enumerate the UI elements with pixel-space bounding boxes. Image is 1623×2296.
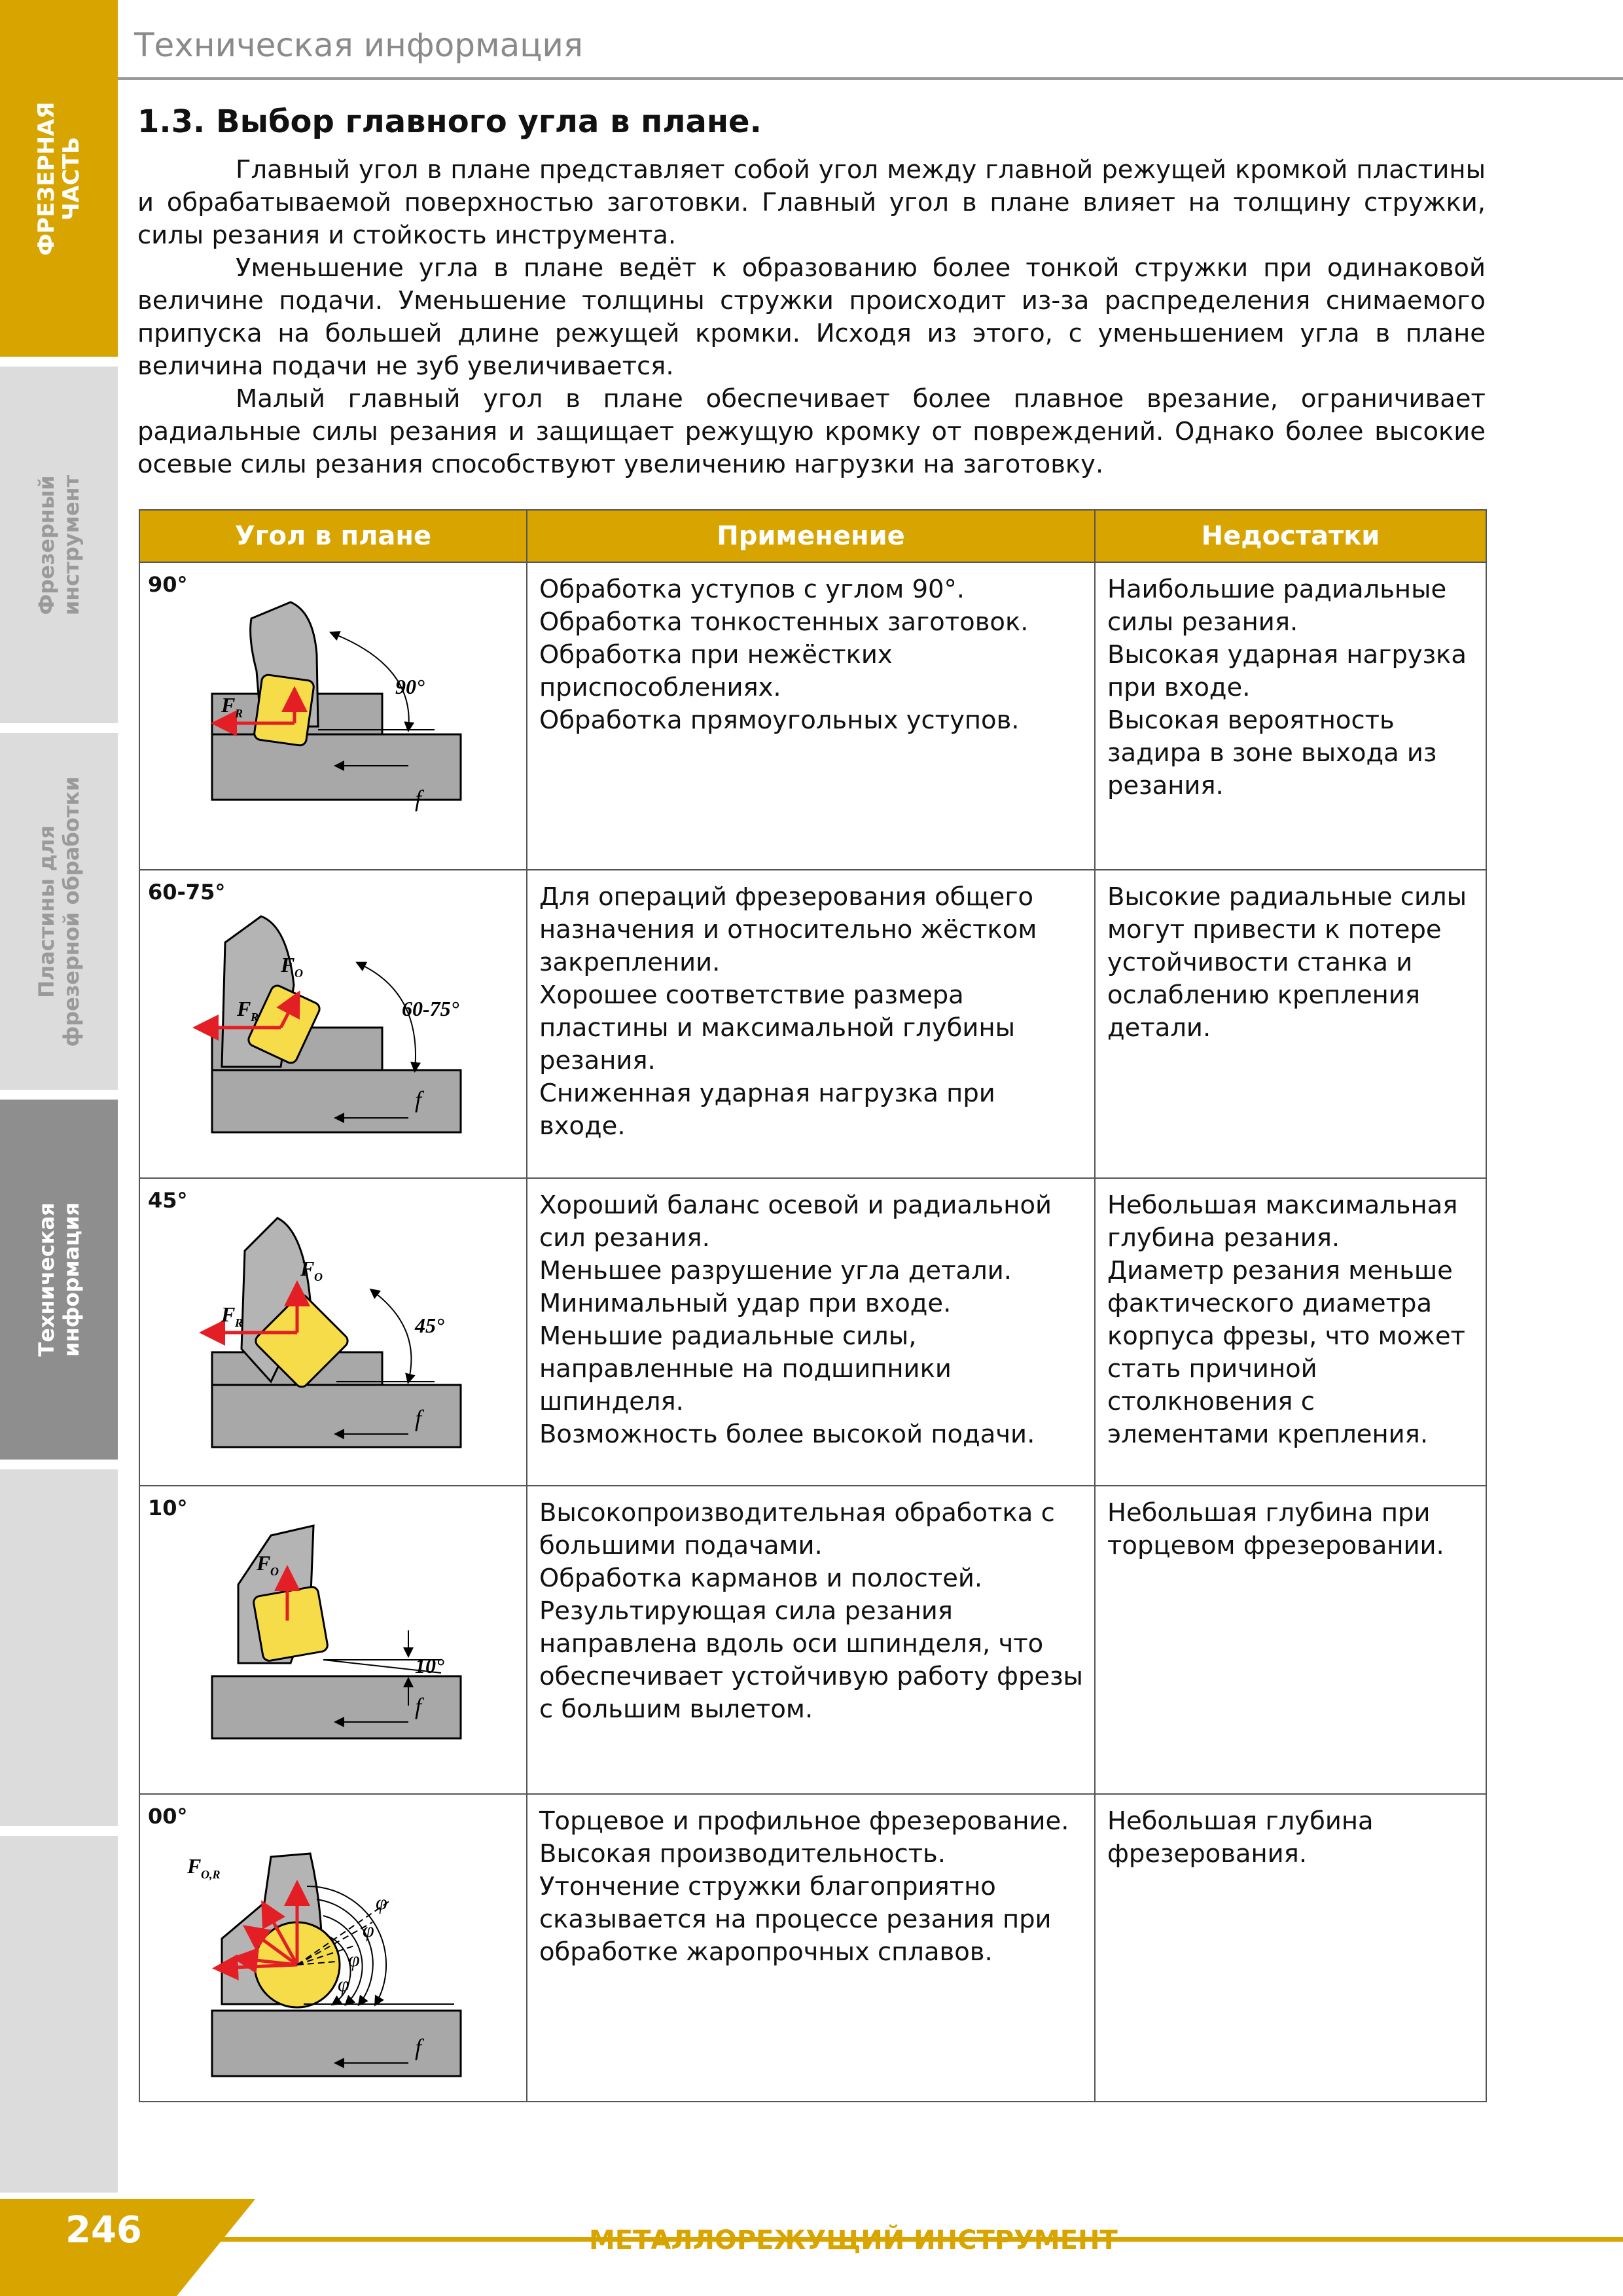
angle-cell xyxy=(139,1794,527,2102)
angle-cell xyxy=(139,1486,527,1793)
sidebar-item-technical-info[interactable] xyxy=(0,1100,118,1460)
table-row xyxy=(139,562,1486,870)
feed-label: f xyxy=(415,1086,422,1113)
force-fr-subscript: R xyxy=(235,707,243,720)
paragraph-text: Главный угол в плане представляет собой угол между главной режущей кромкой пластины и обрабатываемой поверхностью заготовки. Главный угол в плане влияет на толщину стружки, силы резания и стойкость инструмента. xyxy=(137,155,1486,250)
feed-label: f xyxy=(415,1693,422,1720)
sidebar-item-label: ФРЕЗЕРНАЯ ЧАСТЬ xyxy=(33,101,84,256)
footer-brand: МЕТАЛЛОРЕЖУЩИЙ ИНСТРУМЕНТ xyxy=(589,2225,1118,2255)
sidebar-item-label: Техническая информация xyxy=(34,1202,84,1357)
header-title: Техническая информация xyxy=(134,26,583,64)
application-text: Высокопроизводительная обработка с большими подачами. Обработка карманов и полостей. Результирующая сила резания направлена вдоль оси шпинделя, что обеспечивает устойчивую работу фрезы с большим вылетом. xyxy=(539,1498,1083,1725)
feed-label: f xyxy=(415,1405,422,1431)
sidebar-item-label: Пластины для фрезерной обработки xyxy=(34,776,84,1047)
drawbacks-cell xyxy=(1095,1178,1486,1486)
table-row xyxy=(139,870,1486,1177)
sidebar-item-blank xyxy=(0,1469,118,1826)
drawbacks-text: Наибольшие радиальные силы резания. Высокая ударная нагрузка при входе. Высокая вероятность задира в зоне выхода из резания. xyxy=(1107,575,1467,800)
force-fr-label: F xyxy=(221,693,236,717)
paragraph-text: Уменьшение угла в плане ведёт к образованию более тонкой стружки при одинаковой величине подачи. Уменьшение толщины стружки происходит из-за распределения снимаемого припуска на большей длине режущей кромки. Исходя из этого, с уменьшением угла в плане величина подачи не зуб увеличивается. xyxy=(137,253,1486,381)
force-fr-subscript: R xyxy=(251,1011,259,1024)
drawbacks-cell xyxy=(1095,1486,1486,1793)
force-fr-label: F xyxy=(221,1302,236,1326)
column-header-angle: Угол в плане xyxy=(139,510,527,562)
force-for-subscript: O,R xyxy=(201,1867,221,1881)
drawbacks-text: Небольшая глубина фрезерования. xyxy=(1107,1806,1374,1869)
force-for-label: F xyxy=(187,1854,202,1878)
angle-value: 90° xyxy=(148,572,188,597)
drawbacks-cell xyxy=(1095,870,1486,1177)
angle-value: 45° xyxy=(148,1187,188,1213)
paragraph xyxy=(137,252,1486,383)
application-cell xyxy=(527,562,1095,870)
force-fo-subscript: O xyxy=(314,1270,323,1283)
application-text: Для операций фрезерования общего назначения и относительно жёстком закреплении. Хорошее соответствие размера пластины и максимальной глубины резания. Сниженная ударная нагрузка при входе. xyxy=(539,882,1037,1141)
feed-label: f xyxy=(415,785,422,812)
phi-label: φ xyxy=(363,1917,374,1941)
drawbacks-text: Небольшая глубина при торцевом фрезеровании. xyxy=(1107,1498,1444,1561)
header-divider xyxy=(118,77,1623,80)
application-cell xyxy=(527,1794,1095,2102)
angle-value: 00° xyxy=(148,1803,188,1829)
phi-label: φ xyxy=(338,1971,349,1996)
angle-annotation: 10° xyxy=(415,1654,444,1678)
force-fo-label: F xyxy=(281,953,295,977)
cutting-diagram-00 xyxy=(140,1795,526,2106)
force-fo-subscript: O xyxy=(270,1565,279,1579)
page-number: 246 xyxy=(65,2209,142,2251)
force-fo-label: F xyxy=(300,1256,315,1280)
drawbacks-cell xyxy=(1095,1794,1486,2102)
table-header-row xyxy=(139,510,1486,562)
phi-label: φ xyxy=(376,1890,387,1914)
sidebar-item-milling-inserts[interactable] xyxy=(0,733,118,1090)
force-fo-label: F xyxy=(257,1551,271,1575)
entering-angle-table xyxy=(139,509,1487,2102)
angle-cell xyxy=(139,870,527,1177)
application-text: Торцевое и профильное фрезерование. Высокая производительность. Утончение стружки благоприятно сказывается на процессе резания при обработке жаропрочных сплавов. xyxy=(539,1806,1069,1967)
sidebar-item-milling-tool[interactable] xyxy=(0,367,118,723)
paragraph-text: Малый главный угол в плане обеспечивает более плавное врезание, ограничивает радиальные силы резания и защищает режущую кромку от повреждений. Однако более высокие осевые силы резания способствуют увеличению нагрузки на заготовку. xyxy=(137,384,1486,479)
paragraph xyxy=(137,154,1486,252)
drawbacks-text: Высокие радиальные силы могут привести к потере устойчивости станка и ослаблению крепления детали. xyxy=(1107,882,1467,1043)
application-text: Хороший баланс осевой и радиальной сил резания. Меньшее разрушение угла детали. Минимальный удар при входе. Меньшие радиальные силы, направленные на подшипники шпинделя. Возможность более высокой подачи. xyxy=(539,1190,1052,1449)
paragraph xyxy=(137,383,1486,481)
column-header-application: Применение xyxy=(527,510,1095,562)
application-cell xyxy=(527,870,1095,1177)
angle-cell xyxy=(139,562,527,870)
table-row xyxy=(139,1794,1486,2102)
angle-annotation: 45° xyxy=(415,1313,444,1337)
sidebar-item-milling-part[interactable] xyxy=(0,0,118,357)
angle-annotation: 90° xyxy=(395,675,425,698)
application-cell xyxy=(527,1178,1095,1486)
angle-cell xyxy=(139,1178,527,1486)
cutting-diagram-90 xyxy=(140,563,526,867)
table-row xyxy=(139,1178,1486,1486)
table-row xyxy=(139,1486,1486,1793)
sidebar-item-label: Фрезерный инструмент xyxy=(34,475,84,615)
force-fr-label: F xyxy=(237,997,251,1021)
drawbacks-cell xyxy=(1095,562,1486,870)
force-fr-subscript: R xyxy=(235,1316,243,1329)
angle-value: 10° xyxy=(148,1496,188,1521)
cutting-diagram-45 xyxy=(140,1179,526,1483)
column-header-drawbacks: Недостатки xyxy=(1095,510,1486,562)
feed-label: f xyxy=(415,2034,422,2060)
application-cell xyxy=(527,1486,1095,1793)
drawbacks-text: Небольшая максимальная глубина резания. Диаметр резания меньше фактического диаметра корпуса фрезы, что может стать причиной столкновения с элементами крепления. xyxy=(1107,1190,1465,1449)
angle-value: 60-75° xyxy=(148,880,226,905)
phi-label: φ xyxy=(348,1946,360,1971)
application-text: Обработка уступов с углом 90°. Обработка тонкостенных заготовок. Обработка при нежёстких приспособлениях. Обработка прямоугольных уступов. xyxy=(539,575,1029,735)
section-title: 1.3. Выбор главного угла в плане. xyxy=(137,103,762,140)
cutting-diagram-60-75 xyxy=(140,870,526,1175)
sidebar-item-blank xyxy=(0,1836,118,2193)
cutting-diagram-10 xyxy=(140,1486,526,1791)
angle-annotation: 60-75° xyxy=(402,997,459,1021)
force-fo-subscript: O xyxy=(294,967,303,980)
